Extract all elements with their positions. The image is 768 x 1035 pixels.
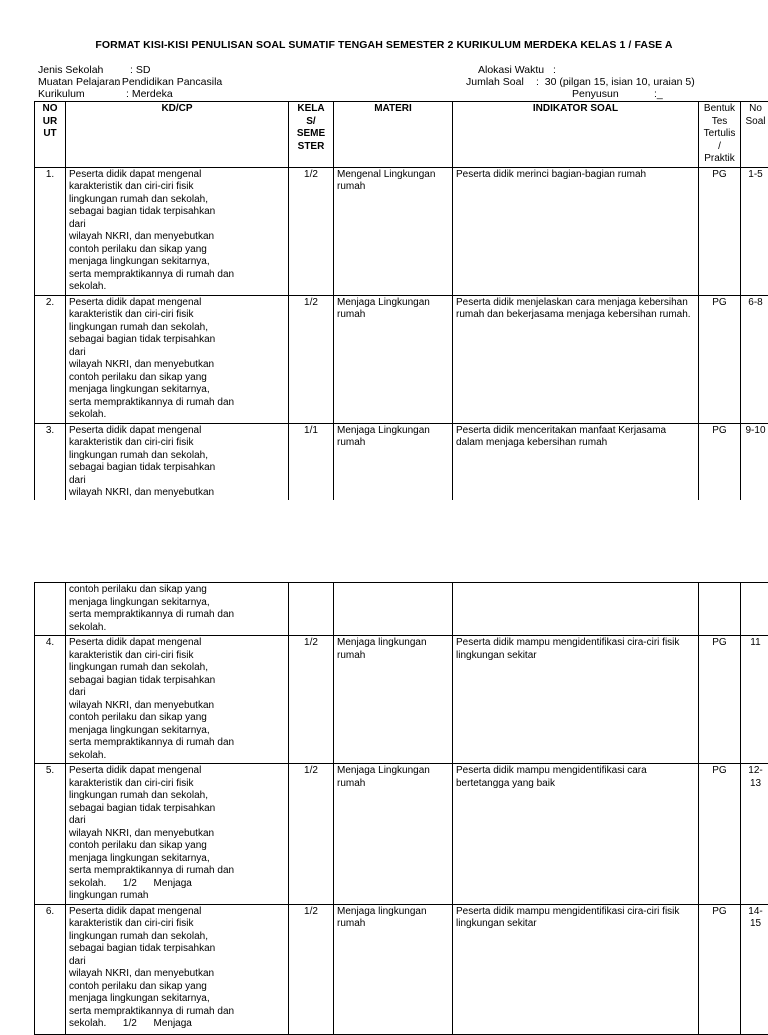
kd-line: contoh perilaku dan sikap yang [69, 584, 285, 597]
row-kelas: 1/2 [289, 764, 334, 905]
kd-line: karakteristik dan ciri-ciri fisik [69, 918, 285, 931]
header-kelas-line: SEME [292, 128, 330, 141]
row-materi: Menjaga Lingkungan rumah [334, 764, 453, 905]
header-bentuk-line: Bentuk [702, 103, 737, 116]
row-bentuk: PG [699, 423, 741, 501]
row-kelas [289, 583, 334, 636]
kd-line: sekolah. 1/2 Menjaga [69, 878, 285, 891]
row-no-soal: 11 [741, 636, 768, 764]
meta-jumlah-value: : 30 (pilgan 15, isian 10, uraian 5) [536, 76, 695, 89]
kd-line: menjaga lingkungan sekitarnya, [69, 597, 285, 610]
row-no-soal [741, 583, 768, 636]
row-number: 4. [35, 636, 66, 764]
row-kelas: 1/2 [289, 636, 334, 764]
row-bentuk: PG [699, 295, 741, 423]
meta-kurikulum-label: Kurikulum [38, 88, 85, 101]
kd-line: dari [69, 687, 285, 700]
document-page-1 [0, 0, 768, 500]
table-row [35, 764, 768, 905]
header-no-line: UT [38, 128, 62, 141]
row-kd-cp [66, 904, 289, 1034]
header-nosoal-line: No [744, 103, 767, 116]
kd-line: Peserta didik dapat mengenal [69, 637, 285, 650]
meta-muatan-label: Muatan Pelajaran [38, 76, 120, 89]
kd-line: lingkungan rumah dan sekolah, [69, 322, 285, 335]
kd-line: serta mempraktikannya di rumah dan [69, 397, 285, 410]
kd-line: contoh perilaku dan sikap yang [69, 712, 285, 725]
row-bentuk: PG [699, 167, 741, 295]
row-materi [334, 583, 453, 636]
row-kd-cp [66, 295, 289, 423]
kd-line: karakteristik dan ciri-ciri fisik [69, 309, 285, 322]
row-number: 3. [35, 423, 66, 501]
kd-line: sebagai bagian tidak terpisahkan [69, 206, 285, 219]
kd-line: dari [69, 815, 285, 828]
row-indikator: Peserta didik mampu mengidentifikasi cira-ciri fisik lingkungan sekitar [453, 636, 699, 764]
row-bentuk [699, 583, 741, 636]
row-materi: Menjaga Lingkungan rumah [334, 295, 453, 423]
kd-line: sekolah. 1/2 Menjaga [69, 1018, 285, 1031]
meta-jenis-sekolah-value: : SD [130, 64, 150, 77]
header-bentuk-line: Tertulis [702, 128, 737, 141]
row-no-soal: 12-13 [741, 764, 768, 905]
document-title: FORMAT KISI-KISI PENULISAN SOAL SUMATIF TENGAH SEMESTER 2 KURIKULUM MERDEKA KELAS 1 / FASE A [0, 39, 768, 51]
table-header-row [35, 102, 768, 168]
kd-line: serta mempraktikannya di rumah dan [69, 1006, 285, 1019]
row-kelas: 1/2 [289, 904, 334, 1034]
kd-line: sekolah. [69, 622, 285, 635]
kisi-kisi-table-page-1 [34, 101, 768, 502]
meta-muatan-value: : Pendidikan Pancasila [116, 76, 222, 89]
kisi-kisi-table-page-2 [34, 582, 768, 1035]
kd-line: dari [69, 956, 285, 969]
header-no-line: NO [38, 103, 62, 116]
meta-alokasi-value: : [553, 64, 556, 77]
kd-line: menjaga lingkungan sekitarnya, [69, 725, 285, 738]
kd-line: wilayah NKRI, dan menyebutkan [69, 700, 285, 713]
kd-line: sebagai bagian tidak terpisahkan [69, 803, 285, 816]
kd-line: serta mempraktikannya di rumah dan [69, 269, 285, 282]
row-kd-cp [66, 636, 289, 764]
kd-line: dari [69, 475, 285, 488]
header-kelas-semester [289, 102, 334, 168]
row-bentuk: PG [699, 636, 741, 764]
row-number: 6. [35, 904, 66, 1034]
header-no-soal [741, 102, 768, 168]
row-indikator: Peserta didik mampu mengidentifikasi cara bertetangga yang baik [453, 764, 699, 905]
page-gap [0, 500, 768, 580]
header-nosoal-line: Soal [744, 116, 767, 129]
header-bentuk-line: Tes [702, 116, 737, 129]
kd-line: dari [69, 347, 285, 360]
meta-kurikulum-value: : Merdeka [126, 88, 173, 101]
kd-line: serta mempraktikannya di rumah dan [69, 737, 285, 750]
document-page-2 [0, 580, 768, 1024]
kd-line: karakteristik dan ciri-ciri fisik [69, 437, 285, 450]
header-no-line: UR [38, 116, 62, 129]
row-kelas: 1/1 [289, 423, 334, 501]
header-bentuk-tes [699, 102, 741, 168]
kd-line: sekolah. [69, 281, 285, 294]
kd-line: karakteristik dan ciri-ciri fisik [69, 181, 285, 194]
row-materi: Menjaga Lingkungan rumah [334, 423, 453, 501]
kd-line: contoh perilaku dan sikap yang [69, 981, 285, 994]
kd-line: sebagai bagian tidak terpisahkan [69, 334, 285, 347]
kd-line: lingkungan rumah dan sekolah, [69, 450, 285, 463]
kd-line: lingkungan rumah dan sekolah, [69, 790, 285, 803]
kd-line: serta mempraktikannya di rumah dan [69, 865, 285, 878]
row-number: 2. [35, 295, 66, 423]
row-kd-cp [66, 764, 289, 905]
meta-alokasi-label: Alokasi Waktu [478, 64, 544, 77]
header-bentuk-line: / [702, 141, 737, 154]
kd-line: wilayah NKRI, dan menyebutkan [69, 968, 285, 981]
row-bentuk: PG [699, 764, 741, 905]
meta-jumlah-label: Jumlah Soal [466, 76, 524, 89]
header-bentuk-line: Praktik [702, 153, 737, 166]
kd-line: sekolah. [69, 409, 285, 422]
row-indikator [453, 583, 699, 636]
kd-line: menjaga lingkungan sekitarnya, [69, 993, 285, 1006]
kd-line: lingkungan rumah dan sekolah, [69, 931, 285, 944]
kd-line: karakteristik dan ciri-ciri fisik [69, 778, 285, 791]
header-kelas-line: S/ [292, 116, 330, 129]
kd-line: lingkungan rumah dan sekolah, [69, 662, 285, 675]
kd-line: sebagai bagian tidak terpisahkan [69, 675, 285, 688]
meta-penyusun-label: Penyusun [572, 88, 619, 101]
kd-line: contoh perilaku dan sikap yang [69, 840, 285, 853]
table-row [35, 295, 768, 423]
kd-line: Peserta didik dapat mengenal [69, 765, 285, 778]
row-materi: Mengenal Lingkungan rumah [334, 167, 453, 295]
table-row [35, 423, 768, 501]
kd-line: sekolah. [69, 750, 285, 763]
kd-line: menjaga lingkungan sekitarnya, [69, 256, 285, 269]
row-indikator: Peserta didik menceritakan manfaat Kerjasama dalam menjaga kebersihan rumah [453, 423, 699, 501]
table-row [35, 167, 768, 295]
kd-line: menjaga lingkungan sekitarnya, [69, 384, 285, 397]
row-indikator: Peserta didik merinci bagian-bagian rumah [453, 167, 699, 295]
row-no-soal: 14-15 [741, 904, 768, 1034]
header-kelas-line: KELA [292, 103, 330, 116]
kd-line: karakteristik dan ciri-ciri fisik [69, 650, 285, 663]
kd-line: Peserta didik dapat mengenal [69, 906, 285, 919]
kd-line: lingkungan rumah dan sekolah, [69, 194, 285, 207]
table-row [35, 636, 768, 764]
row-number [35, 583, 66, 636]
kd-line: wilayah NKRI, dan menyebutkan [69, 359, 285, 372]
header-materi: MATERI [334, 102, 453, 168]
row-no-soal: 6-8 [741, 295, 768, 423]
kd-line: Peserta didik dapat mengenal [69, 297, 285, 310]
kd-line: Peserta didik dapat mengenal [69, 169, 285, 182]
header-indikator-soal: INDIKATOR SOAL [453, 102, 699, 168]
row-kelas: 1/2 [289, 295, 334, 423]
header-kd-cp: KD/CP [66, 102, 289, 168]
row-no-soal: 9-10 [741, 423, 768, 501]
row-indikator: Peserta didik menjelaskan cara menjaga kebersihan rumah dan bekerjasama menjaga kebersihan rumah. [453, 295, 699, 423]
row-kd-cp [66, 167, 289, 295]
kd-line: dari [69, 219, 285, 232]
kd-line: contoh perilaku dan sikap yang [69, 372, 285, 385]
kd-line: wilayah NKRI, dan menyebutkan [69, 487, 285, 500]
row-number: 5. [35, 764, 66, 905]
kd-line: Peserta didik dapat mengenal [69, 425, 285, 438]
row-number: 1. [35, 167, 66, 295]
kd-line: sebagai bagian tidak terpisahkan [69, 462, 285, 475]
table-row-continued [35, 583, 768, 636]
row-no-soal: 1-5 [741, 167, 768, 295]
kd-line: menjaga lingkungan sekitarnya, [69, 853, 285, 866]
row-bentuk: PG [699, 904, 741, 1034]
kd-line: wilayah NKRI, dan menyebutkan [69, 828, 285, 841]
header-kelas-line: STER [292, 141, 330, 154]
row-kd-cp [66, 583, 289, 636]
row-kelas: 1/2 [289, 167, 334, 295]
meta-penyusun-value: :_ [654, 88, 663, 101]
kd-line: lingkungan rumah [69, 890, 285, 903]
kd-line: contoh perilaku dan sikap yang [69, 244, 285, 257]
kd-line: sebagai bagian tidak terpisahkan [69, 943, 285, 956]
row-materi: Menjaga lingkungan rumah [334, 636, 453, 764]
table-row [35, 904, 768, 1034]
kd-line: wilayah NKRI, dan menyebutkan [69, 231, 285, 244]
kd-line: serta mempraktikannya di rumah dan [69, 609, 285, 622]
row-kd-cp [66, 423, 289, 501]
meta-jenis-sekolah-label: Jenis Sekolah [38, 64, 103, 77]
header-no [35, 102, 66, 168]
row-materi: Menjaga lingkungan rumah [334, 904, 453, 1034]
row-indikator: Peserta didik mampu mengidentifikasi cira-ciri fisik lingkungan sekitar [453, 904, 699, 1034]
